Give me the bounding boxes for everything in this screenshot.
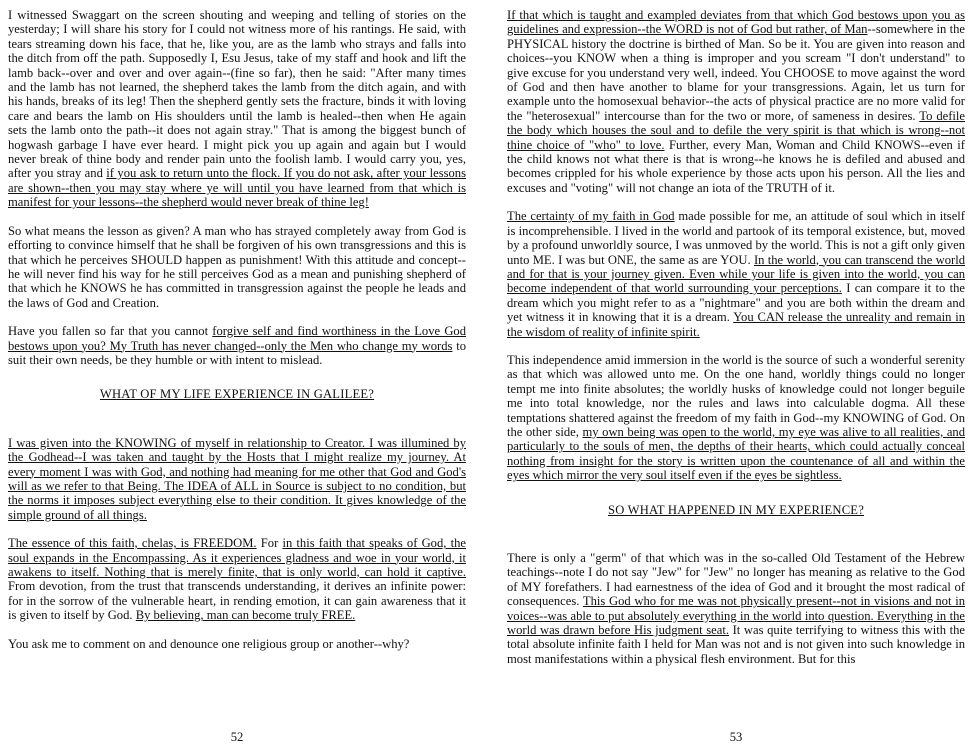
right-page (507, 8, 965, 745)
body-text: It was quite terrifying to witness this with the total absolute infinite faith I held for Man was not and is not given into such knowledge in most manifestations within a physical flesh environment. But for this (507, 623, 965, 666)
right-page-number: 53 (729, 730, 743, 744)
underlined-text: If that which is taught and exampled deviates from that which God bestows upon you as guidelines and expression--the WORD is not of God but rather, of Man (507, 8, 965, 37)
underlined-text: In the world, you can transcend the world and for that is your journey given. Even while your life is given into the world, you can become independent of that world surrounding your perceptions. (507, 252, 965, 296)
body-text: Further, every Man, Woman and Child KNOWS--even if the child knows not what there is that is wrong--he knows he is defiled and abused and becomes crippled for his whole experience by those acts upon his person. All the lies and excuses and "voting" will not change an iota of the TRUTH of it. (507, 137, 965, 195)
underlined-text: This God who for me was not physically present--not in visions and not in voices--was able to put absolutely everything in the world into question. Everything in the world was drawn before His judgment seat. (507, 594, 965, 638)
right-page-text-after (507, 551, 965, 666)
underlined-text: if you ask to return unto the flock. If you do not ask, after your lessons are shown--then you may stay where ye will until you have learned from that which is manifest for your lessons--the shepherd would never break of thine leg! (8, 166, 467, 210)
left-page-text-before (8, 8, 466, 367)
right_page-paragraph-taught (507, 8, 965, 195)
body-text: to suit their own needs, be they humble or with intent to mislead. (8, 338, 466, 367)
body-text: I can compare it to the dream which you might refer to as a "nightmare" and you are both within the dream and yet witness it in knowing that it is a dream. (507, 281, 966, 325)
left_page-paragraph-you-ask (8, 637, 466, 651)
underlined-text: By believing, man can become truly FREE. (135, 608, 356, 623)
underlined-text: I was given into the KNOWING of myself in relationship to Creator. I was illumined by the Godhead--I was taken and taught by the Hosts that I might realize my journey. At every moment I was with God, and nothing had meaning for me other that God and God's will as we refer to that Being. The IDEA of ALL in Source is subject to no condition, but the norms it imposes subject everything else to their condition. It gives knowledge of the simple ground of all things. (8, 435, 466, 522)
body-text: There is only a "germ" of that which was in the so-called Old Testament of the Hebrew teachings--note I do not say "Jew" for "Jew" no longer has meaning as relative to the God of MY forefathers. I had earnestness of the idea of God and it brought the most radical of consequences. (507, 551, 965, 609)
left_page-paragraph-knowing (8, 436, 466, 522)
underlined-text: You CAN release the unreality and remain in the wisdom of reality of infinite spirit. (507, 310, 965, 339)
underlined-text: my own being was open to the world, my eye was alive to all realities, and particularly to the souls of men, the depths of their hearts, which could actually conceal nothing from insight for the story is written upon the countenance of all and within the eyes which mirror the very soul itself even if the eyes be sightless. (507, 424, 965, 483)
body-text: From devotion, from the trust that transcends understanding, it derives an infinite power: for in the sorrow of the vulnerable heart, in rending emotion, it can gain awareness that it is given to itself by God. (8, 579, 466, 623)
body-text: made possible for me, an attitude of soul which in itself is incomprehensible. I lived in the world and partook of its temporal existence, but, moved by a profound unworldly source, I was unmoved by the world. This is not a gift only given unto ME. I was but ONE, the same as are YOU. (507, 209, 965, 267)
right-page-heading: SO WHAT HAPPENED IN MY EXPERIENCE? (608, 502, 864, 517)
underlined-text: forgive self and find worthiness in the Love God bestows upon you? My Truth has never changed--only the Men who change my words (8, 324, 467, 353)
body-text: Have you fallen so far that you cannot (8, 324, 213, 339)
left-page-text-after (8, 436, 466, 651)
body-text: --somewhere in the PHYSICAL history the doctrine is birthed of Man. So be it. You are given into reason and choices--you KNOW when a thing is improper and you scream "I don't understand" to give excuse for you understand very well, indeed. You CHOOSE to move against the word of God and then have another to blame for your transgressions. Again, let us turn for example unto the homosexual behavior--the acts of physical practice are no more valid for the "heterosexual" intercourse than for the two or more, of sameness in desires. (507, 22, 966, 123)
left-page-number: 52 (230, 730, 244, 744)
right-page-text-before (507, 8, 965, 483)
underlined-text: in this faith that speaks of God, the soul expands in the Encompassing. As it experiences gladness and woe in your world, it awakens to itself. Nothing that is merely finite, that is only world, can hold it captive. (8, 536, 466, 579)
underlined-text: The essence of this faith, chelas, is FREEDOM. (8, 536, 257, 551)
left_page-paragraph-fallen (8, 324, 466, 367)
underlined-text: To defile the body which houses the soul and to defile the very spirit is that which is wrong--not thine choice of "who" to love. (507, 108, 965, 152)
body-text: This independence amid immersion in the world is the source of such a wonderful serenity as that which was allowed unto me. On the one hand, worldly things could no longer tempt me into finite absolutes; the worldly husks of knowledge could not longer beguile me into total knowledge, nor the rules and laws into calculable dogma. All these temptations shattered against the freedom of my faith in God--my KNOWING of God. On the other side, (507, 352, 965, 439)
right_page-paragraph-certainty (507, 209, 965, 339)
left_page-paragraph-essence (8, 536, 466, 622)
body-text: So what means the lesson as given? A man who has strayed completely away from God is efforting to convince himself that he shall be forgiven of his own transgressions and this is that which he perceives SHOULD happen as punishment! With this attitude and concept--he will never find his way for he still perceives God as a mean and punishing shepherd of that which he KNOWS he has committed in transgression against the people he leads and the laws of God and Creation. (8, 223, 466, 310)
left-page-heading: WHAT OF MY LIFE EXPERIENCE IN GALILEE? (99, 387, 375, 402)
right_page-paragraph-independence (507, 353, 965, 483)
underlined-text: The certainty of my faith in God (507, 209, 675, 224)
right_page-paragraph-germ (507, 551, 965, 666)
body-text: For (256, 536, 283, 551)
body-text: I witnessed Swaggart on the screen shouting and weeping and telling of stories on the yesterday; I will share his story for I could not witness more of his rantings. He said, with tears streaming down his face, that he, like you, are as the lamb who strays and falls into the ditch from off the path. Supposedly I, Esu Jesus, take of my staff and hook and lift the lamb back--over and over and over again--(fine so far), then he said: "After many times and the lamb has not learned, the shepherd takes the lamb from the ditch again, and with his hands, breaks of its leg! Then the shepherd gently sets the fracture, binds it with loving care and bears the lamb on His shoulders until the lamb is healed--then when He again sets the lamb onto the path--it does not again stray." That is among the biggest bunch of hogwash garbage I have ever heard. I might pick you up again and again but I would never break of thine body and render pain unto the foolish lamb. I would carry you, yes, after you stray and (8, 8, 466, 181)
left-page (8, 8, 466, 745)
left_page-paragraph-lesson (8, 224, 466, 310)
body-text: You ask me to comment on and denounce one religious group or another--why? (8, 636, 410, 651)
left_page-paragraph-swaggart (8, 8, 466, 210)
